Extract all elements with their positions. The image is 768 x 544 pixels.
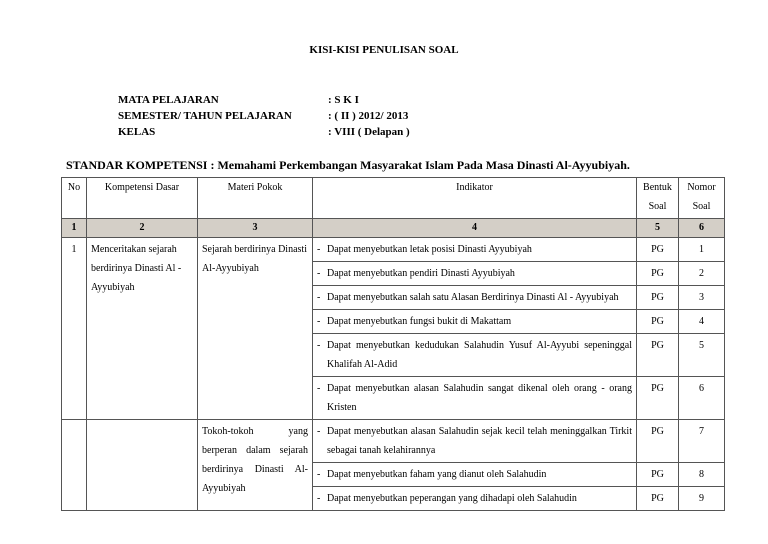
meta-label: MATA PELAJARAN — [118, 94, 219, 106]
bentuk-soal-cell: PG — [637, 262, 679, 286]
col-number: 2 — [87, 219, 198, 238]
meta-row-class — [118, 124, 410, 140]
indikator-cell — [313, 487, 637, 511]
row-no-empty — [62, 420, 87, 511]
indikator-cell — [313, 420, 637, 463]
bullet-dash: - — [317, 469, 321, 480]
row-no: 1 — [62, 238, 87, 420]
bullet-dash: - — [317, 244, 321, 255]
bullet-dash: - — [317, 268, 321, 279]
nomor-soal-cell: 5 — [679, 334, 725, 377]
indikator-cell — [313, 377, 637, 420]
header-no: No — [62, 178, 87, 219]
meta-value: : VIII ( Delapan ) — [328, 126, 410, 138]
bullet-dash: - — [317, 340, 321, 351]
meta-label: SEMESTER/ TAHUN PELAJARAN — [118, 110, 292, 122]
column-number-row — [62, 219, 725, 238]
nomor-soal-cell: 6 — [679, 377, 725, 420]
materi-pokok-cell: Sejarah berdirinya Dinasti Al-Ayyubiyah — [198, 238, 313, 420]
meta-value: : ( II ) 2012/ 2013 — [328, 110, 409, 122]
indikator-cell — [313, 334, 637, 377]
bentuk-soal-cell: PG — [637, 238, 679, 262]
col-number: 6 — [679, 219, 725, 238]
header-bentuk — [637, 178, 679, 219]
bentuk-soal-cell: PG — [637, 463, 679, 487]
table-header-row — [62, 178, 725, 219]
header-bentuk-line2: Soal — [648, 201, 667, 212]
bentuk-soal-cell: PG — [637, 286, 679, 310]
bentuk-soal-cell: PG — [637, 310, 679, 334]
kompetensi-dasar-cell: Menceritakan sejarah berdirinya Dinasti Al - Ayyubiyah — [87, 238, 198, 420]
bentuk-soal-cell: PG — [637, 420, 679, 463]
header-indikator: Indikator — [313, 178, 637, 219]
col-number: 1 — [62, 219, 87, 238]
indikator-text: Dapat menyebutkan salah satu Alasan Berdirinya Dinasti Al - Ayyubiyah — [327, 292, 619, 303]
indikator-text: Dapat menyebutkan fungsi bukit di Makattam — [327, 316, 512, 327]
nomor-soal-cell: 8 — [679, 463, 725, 487]
header-nomor-line1: Nomor — [687, 182, 716, 193]
col-number: 3 — [198, 219, 313, 238]
indikator-cell — [313, 310, 637, 334]
indikator-text: Dapat menyebutkan alasan Salahudin sejak kecil telah meninggalkan Tirkit sebagai tanah kelahirannya — [327, 426, 632, 456]
nomor-soal-cell: 7 — [679, 420, 725, 463]
table-row — [62, 420, 725, 463]
table-row — [62, 238, 725, 262]
bullet-dash: - — [317, 426, 321, 437]
nomor-soal-cell: 1 — [679, 238, 725, 262]
indikator-cell — [313, 286, 637, 310]
meta-block — [118, 92, 410, 140]
nomor-soal-cell: 4 — [679, 310, 725, 334]
meta-value: : S K I — [328, 94, 359, 106]
nomor-soal-cell: 3 — [679, 286, 725, 310]
indikator-cell — [313, 262, 637, 286]
indikator-text: Dapat menyebutkan kedudukan Salahudin Yusuf Al-Ayyubi sepeninggal Khalifah Al-Adid — [327, 340, 632, 370]
header-bentuk-line1: Bentuk — [643, 182, 672, 193]
col-number: 4 — [313, 219, 637, 238]
indikator-cell — [313, 238, 637, 262]
standar-kompetensi: STANDAR KOMPETENSI : Memahami Perkembangan Masyarakat Islam Pada Masa Dinasti Al-Ayyubiyah. — [66, 158, 630, 172]
indikator-text: Dapat menyebutkan peperangan yang dihadapi oleh Salahudin — [327, 493, 577, 504]
meta-label: KELAS — [118, 126, 156, 138]
meta-row-subject — [118, 92, 410, 108]
kompetensi-dasar-empty — [87, 420, 198, 511]
bentuk-soal-cell: PG — [637, 377, 679, 420]
indikator-text: Dapat menyebutkan pendiri Dinasti Ayyubiyah — [327, 268, 515, 279]
header-nomor — [679, 178, 725, 219]
nomor-soal-cell: 9 — [679, 487, 725, 511]
bullet-dash: - — [317, 493, 321, 504]
bentuk-soal-cell: PG — [637, 487, 679, 511]
document-title: KISI-KISI PENULISAN SOAL — [309, 44, 459, 56]
bullet-dash: - — [317, 292, 321, 303]
bullet-dash: - — [317, 316, 321, 327]
header-materi: Materi Pokok — [198, 178, 313, 219]
bullet-dash: - — [317, 383, 321, 394]
indikator-text: Dapat menyebutkan letak posisi Dinasti Ayyubiyah — [327, 244, 532, 255]
header-kompetensi: Kompetensi Dasar — [87, 178, 198, 219]
indikator-cell — [313, 463, 637, 487]
indikator-text: Dapat menyebutkan alasan Salahudin sangat dikenal oleh orang - orang Kristen — [327, 383, 632, 413]
col-number: 5 — [637, 219, 679, 238]
meta-row-semester — [118, 108, 410, 124]
materi-pokok-cell: Tokoh-tokoh yang berperan dalam sejarah berdirinya Dinasti Al-Ayyubiyah — [198, 420, 313, 511]
indikator-text: Dapat menyebutkan faham yang dianut oleh Salahudin — [327, 469, 547, 480]
bentuk-soal-cell: PG — [637, 334, 679, 377]
kisi-kisi-table — [61, 177, 725, 511]
header-nomor-line2: Soal — [692, 201, 711, 212]
nomor-soal-cell: 2 — [679, 262, 725, 286]
